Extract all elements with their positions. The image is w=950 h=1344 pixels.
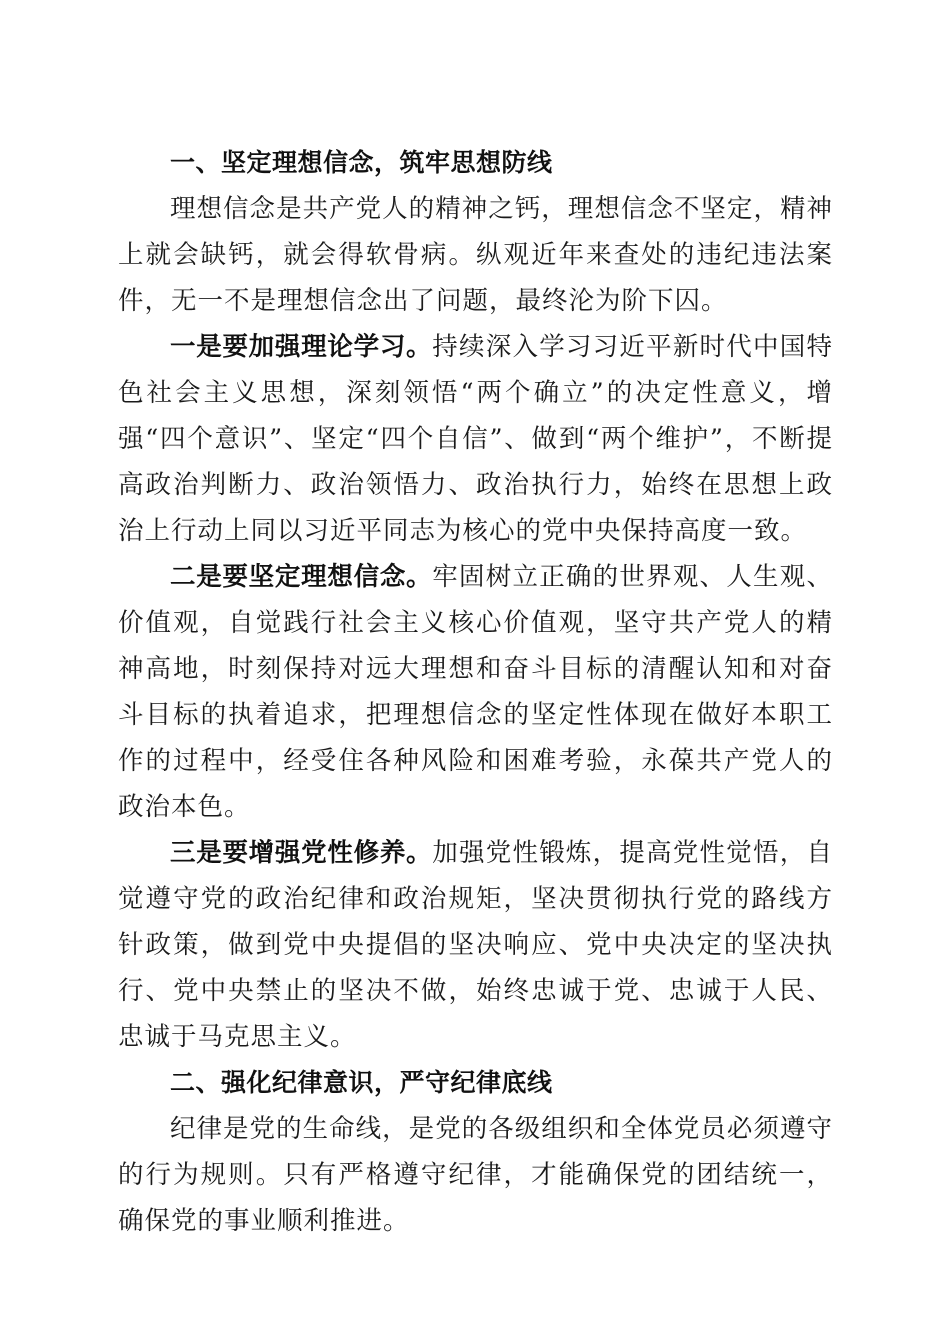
point-3-body: 加强党性锻炼，提高党性觉悟，自觉遵守党的政治纪律和政治规矩，坚决贯彻执行党的路线方针政策，做到党中央提倡的坚决响应、党中央决定的坚决执行、党中央禁止的坚决不做，始终忠诚于党、忠诚于人民、忠诚于马克思主义。 (118, 838, 833, 1052)
section-1-heading: 一、坚定理想信念，筑牢思想防线 (170, 148, 553, 177)
section-2-heading: 二、强化纪律意识，严守纪律底线 (170, 1068, 553, 1097)
point-2-body: 牢固树立正确的世界观、人生观、价值观，自觉践行社会主义核心价值观，坚守共产党人的精神高地，时刻保持对远大理想和奋斗目标的清醒认知和对奋斗目标的执着追求，把理想信念的坚定性体现在做好本职工作的过程中，经受住各种风险和困难考验，永葆共产党人的政治本色。 (118, 562, 833, 822)
point-2-lead: 二是要坚定理想信念。 (170, 562, 433, 592)
section-1-intro: 理想信念是共产党人的精神之钙，理想信念不坚定，精神上就会缺钙，就会得软骨病。纵观近年来查处的违纪违法案件，无一不是理想信念出了问题，最终沦为阶下囚。 (118, 194, 833, 316)
section-1-point-2 (118, 554, 833, 830)
document-page (118, 140, 833, 1244)
point-1-body: 持续深入学习习近平新时代中国特色社会主义思想，深刻领悟“两个确立”的决定性意义，增强“四个意识”、坚定“四个自信”、做到“两个维护”，不断提高政治判断力、政治领悟力、政治执行力，始终在思想上政治上行动上同以习近平同志为核心的党中央保持高度一致。 (118, 332, 833, 546)
point-3-lead: 三是要增强党性修养。 (170, 838, 433, 868)
section-1-point-1 (118, 324, 833, 554)
section-1-point-3 (118, 830, 833, 1060)
point-1-lead: 一是要加强理论学习。 (170, 332, 433, 362)
section-2-intro: 纪律是党的生命线，是党的各级组织和全体党员必须遵守的行为规则。只有严格遵守纪律，才能确保党的团结统一，确保党的事业顺利推进。 (118, 1114, 833, 1236)
